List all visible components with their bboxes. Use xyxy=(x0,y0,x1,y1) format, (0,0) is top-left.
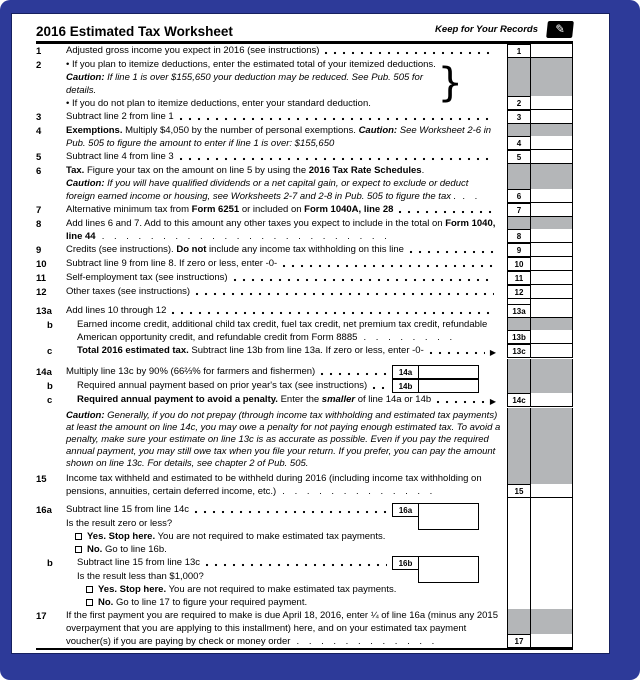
dot-leader xyxy=(320,365,387,378)
amount-entry-11[interactable] xyxy=(531,271,573,285)
worksheet-line-7 xyxy=(36,203,573,217)
line-number-5: 5 xyxy=(36,152,42,163)
keep-for-records-label: Keep for Your Records xyxy=(435,24,538,35)
line-number-16b: b xyxy=(47,558,53,569)
line-box-10: 10 xyxy=(507,257,531,271)
line-4-text: Exemptions. Multiply $4,050 by the number of personal exemptions. Caution: See Worksheet 2-6 in Pub. 505 to figure the amount to enter if line 1 is over: $155,650 xyxy=(66,125,492,149)
line-box-8: 8 xyxy=(507,229,531,243)
arrow-indicator-icon: ▶ xyxy=(489,348,496,357)
inner-box-16b xyxy=(392,556,479,570)
line-16b-question: Is the result less than $1,000? xyxy=(77,571,204,582)
worksheet-line-9 xyxy=(36,243,573,257)
line-16a-question: Is the result zero or less? xyxy=(66,518,173,529)
line-13b-text: Earned income credit, additional child tax credit, fuel tax credit, net premium tax credit, refundable American opportunity credit, and refundable credit from Form 8885 . . . . . . . . xyxy=(77,319,488,343)
line-box-14c: 14c xyxy=(507,393,531,407)
line-16b-no xyxy=(77,596,499,609)
entry-field-14b[interactable] xyxy=(418,379,479,393)
dot-leader xyxy=(324,44,494,57)
curly-brace: } xyxy=(437,60,463,106)
header xyxy=(36,19,573,41)
worksheet-line-14c xyxy=(36,393,573,408)
inner-box-14b xyxy=(392,379,479,393)
line-number-1: 1 xyxy=(36,46,42,57)
dot-leader xyxy=(194,503,387,516)
line-10-text: Subtract line 9 from line 8. If zero or less, enter -0- xyxy=(66,258,278,269)
line-number-8: 8 xyxy=(36,219,42,230)
dot-leader xyxy=(398,203,494,216)
line-number-11: 11 xyxy=(36,273,47,284)
line-13c-text: Total 2016 estimated tax. Subtract line 13b from line 13a. If zero or less, enter -0- xyxy=(77,345,424,356)
line-box-4: 4 xyxy=(507,136,531,150)
worksheet-line-16b xyxy=(36,556,573,609)
line-16a-no xyxy=(66,543,499,556)
worksheet-line-5 xyxy=(36,150,573,164)
line-2-bullet-2: • If you do not plan to itemize deductions, enter your standard deduction. xyxy=(66,98,371,109)
dot-leader xyxy=(205,556,387,569)
amount-entry-10[interactable] xyxy=(531,257,573,271)
line-8-text: Add lines 6 and 7. Add to this amount any other taxes you expect to include in the total on Form 1040, line 44 . . . . . . . . . . . . . . . . . . . . . . . . xyxy=(66,218,496,242)
line-2-bullet-1: • If you plan to itemize deductions, enter the estimated total of your itemized deductions. xyxy=(66,59,436,70)
caution-paragraph-row xyxy=(36,408,573,472)
line-number-15: 15 xyxy=(36,474,47,485)
inner-box-14a xyxy=(392,365,479,379)
amount-entry-8[interactable] xyxy=(531,229,573,243)
inner-box-label-14a: 14a xyxy=(392,365,419,379)
line-number-6: 6 xyxy=(36,166,42,177)
inner-box-16a xyxy=(392,503,479,517)
line-9-text: Credits (see instructions). Do not include any income tax withholding on this line xyxy=(66,244,404,255)
line-box-13c: 13c xyxy=(507,344,531,358)
pencil-glyph: ✎ xyxy=(554,22,566,36)
line-7-text: Alternative minimum tax from Form 6251 or included on Form 1040A, line 28 xyxy=(66,204,394,215)
amount-entry-4[interactable] xyxy=(531,136,573,150)
dot-leader xyxy=(195,285,494,298)
line-box-13b: 13b xyxy=(507,330,531,344)
amount-entry-6[interactable] xyxy=(531,189,573,203)
line-15-text: Income tax withheld and estimated to be withheld during 2016 (including income tax withholding on pensions, annuities, certain deferred income, etc.) . . . . . . . . . . . . . xyxy=(66,473,482,497)
line-number-14a: 14a xyxy=(36,367,52,378)
line-number-10: 10 xyxy=(36,259,47,270)
line-16b-text: Subtract line 15 from line 13c xyxy=(77,557,201,568)
dot-leader xyxy=(372,379,387,392)
dot-leader xyxy=(179,150,494,163)
line-box-17: 17 xyxy=(507,634,531,648)
checkbox-yes-16b[interactable] xyxy=(86,586,93,593)
line-box-3: 3 xyxy=(507,110,531,124)
line-box-2: 2 xyxy=(507,96,531,110)
amount-entry-12[interactable] xyxy=(531,285,573,299)
line-16a-no-label: No. Go to line 16b. xyxy=(87,544,167,555)
line-16b-yes xyxy=(77,583,499,596)
line-box-11: 11 xyxy=(507,271,531,285)
line-number-12: 12 xyxy=(36,287,47,298)
worksheet-line-13b xyxy=(36,318,573,344)
line-16a-yes-label: Yes. Stop here. You are not required to make estimated tax payments. xyxy=(87,531,386,542)
checkbox-yes-16a[interactable] xyxy=(75,533,82,540)
dot-leader xyxy=(179,110,494,123)
line-16a-text: Subtract line 15 from line 14c xyxy=(66,504,190,515)
line-17-text: If the first payment you are required to make is due April 18, 2016, enter ¼ of line 16a (minus any 2015 overpayment that you are applying to this installment) here, and on your estimated tax payment voucher(s) if you are paying by check or money order . . . . . . . . . . . . xyxy=(66,610,498,647)
line-14b-text: Required annual payment based on prior year's tax (see instructions) xyxy=(77,380,368,391)
line-number-9: 9 xyxy=(36,245,42,256)
amount-entry-2[interactable] xyxy=(531,96,573,110)
inner-box-label-14b: 14b xyxy=(392,379,419,393)
keep-for-records xyxy=(435,21,573,38)
worksheet-line-12 xyxy=(36,285,573,299)
dot-leader xyxy=(429,344,485,357)
amount-entry-9[interactable] xyxy=(531,243,573,257)
amount-entry-13b[interactable] xyxy=(531,330,573,344)
worksheet-line-13a xyxy=(36,304,573,318)
amount-entry-13c[interactable] xyxy=(531,344,573,358)
line-number-2: 2 xyxy=(36,60,42,71)
dot-leader xyxy=(171,304,494,317)
dot-leader xyxy=(282,257,494,270)
arrow-indicator-icon: ▶ xyxy=(489,397,496,406)
line-number-7: 7 xyxy=(36,205,42,216)
line-number-16a: 16a xyxy=(36,505,52,516)
dot-leader xyxy=(436,393,485,406)
line-16a-yes xyxy=(66,530,499,543)
line-number-17: 17 xyxy=(36,611,47,622)
entry-field-16b[interactable] xyxy=(418,556,479,583)
line-number-4: 4 xyxy=(36,126,42,137)
bottom-rule xyxy=(36,648,573,650)
worksheet-line-10 xyxy=(36,257,573,271)
worksheet-line-1 xyxy=(36,44,573,58)
worksheet-line-11 xyxy=(36,271,573,285)
amount-entry-3[interactable] xyxy=(531,110,573,124)
checkbox-no-16a[interactable] xyxy=(75,546,82,553)
amount-entry-13a[interactable] xyxy=(531,304,573,318)
line-number-3: 3 xyxy=(36,112,42,123)
worksheet-page xyxy=(11,13,610,654)
dot-leader xyxy=(409,243,494,256)
line-number-13a: 13a xyxy=(36,306,52,317)
line-3-text: Subtract line 2 from line 1 xyxy=(66,111,174,122)
line-number-14c: c xyxy=(47,395,53,406)
amount-entry-14c[interactable] xyxy=(531,393,573,407)
amount-entry-1[interactable] xyxy=(531,44,573,58)
worksheet-line-2 xyxy=(36,58,573,110)
worksheet-line-13c xyxy=(36,344,573,359)
page-title: 2016 Estimated Tax Worksheet xyxy=(36,24,233,39)
line-box-7: 7 xyxy=(507,203,531,217)
line-number-13c: c xyxy=(47,346,53,357)
amount-entry-17[interactable] xyxy=(531,634,573,648)
amount-entry-15[interactable] xyxy=(531,484,573,498)
line-number-14b: b xyxy=(47,381,53,392)
line-box-1: 1 xyxy=(507,44,531,58)
entry-field-14a[interactable] xyxy=(418,365,479,379)
entry-field-16a[interactable] xyxy=(418,503,479,530)
line-box-13a: 13a xyxy=(507,304,531,318)
inner-box-label-16a: 16a xyxy=(392,503,419,517)
line-16b-yes-label: Yes. Stop here. You are not required to make estimated tax payments. xyxy=(98,584,397,595)
line-box-15: 15 xyxy=(507,484,531,498)
line-13a-text: Add lines 10 through 12 xyxy=(66,305,167,316)
line-box-6: 6 xyxy=(507,189,531,203)
dot-leader xyxy=(233,271,494,284)
amount-entry-5[interactable] xyxy=(531,150,573,164)
line-14a-text: Multiply line 13c by 90% (66⅔% for farmers and fishermen) xyxy=(66,366,316,377)
worksheet-line-8 xyxy=(36,217,573,243)
line-12-text: Other taxes (see instructions) xyxy=(66,286,191,297)
line-box-5: 5 xyxy=(507,150,531,164)
worksheet-line-15 xyxy=(36,472,573,498)
checkbox-no-16b[interactable] xyxy=(86,599,93,606)
line-box-12: 12 xyxy=(507,285,531,299)
line-11-text: Self-employment tax (see instructions) xyxy=(66,272,228,283)
line-16b-no-label: No. Go to line 17 to figure your required payment. xyxy=(98,597,308,608)
line-14c-text: Required annual payment to avoid a penalty. Enter the smaller of line 14a or 14b xyxy=(77,394,432,405)
line-box-9: 9 xyxy=(507,243,531,257)
line-6-text: Tax. Figure your tax on the amount on line 5 by using the 2016 Tax Rate Schedules. xyxy=(66,165,425,176)
line-2-caution: Caution: If line 1 is over $155,650 your deduction may be reduced. See Pub. 505 for details. xyxy=(66,72,423,96)
worksheet-line-3 xyxy=(36,110,573,124)
line-5-text: Subtract line 4 from line 3 xyxy=(66,151,174,162)
inner-box-label-16b: 16b xyxy=(392,556,419,570)
line-number-13b: b xyxy=(47,320,53,331)
line-1-text: Adjusted gross income you expect in 2016 (see instructions) xyxy=(66,45,320,56)
amount-entry-7[interactable] xyxy=(531,203,573,217)
worksheet-line-16a xyxy=(36,503,573,556)
pencil-icon xyxy=(546,21,574,38)
worksheet-line-17 xyxy=(36,609,573,648)
worksheet-line-4 xyxy=(36,124,573,150)
worksheet-line-14a xyxy=(36,365,573,379)
worksheet-line-14b xyxy=(36,379,573,393)
caution-paragraph: Caution: Generally, if you do not prepay (through income tax withholding and estimated tax payments) at least the amount on line 14c, you may owe a penalty for not paying enough estimated tax. To avoid a penalty, make sure your estimate on line 13c is as accurate as possible. Even if you pay the required annual payment, you may still owe tax when you file your return. If you prefer, you can pay the amount shown on line 13c. For details, see chapter 2 of Pub. 505. xyxy=(66,410,501,469)
worksheet-line-6 xyxy=(36,164,573,203)
line-6-caution: Caution: If you will have qualified dividends or a net capital gain, or expect to exclude or deduct foreign earned income or housing, see Worksheets 2-7 and 2-8 in Pub. 505 to figure the tax . . . xyxy=(66,178,481,202)
